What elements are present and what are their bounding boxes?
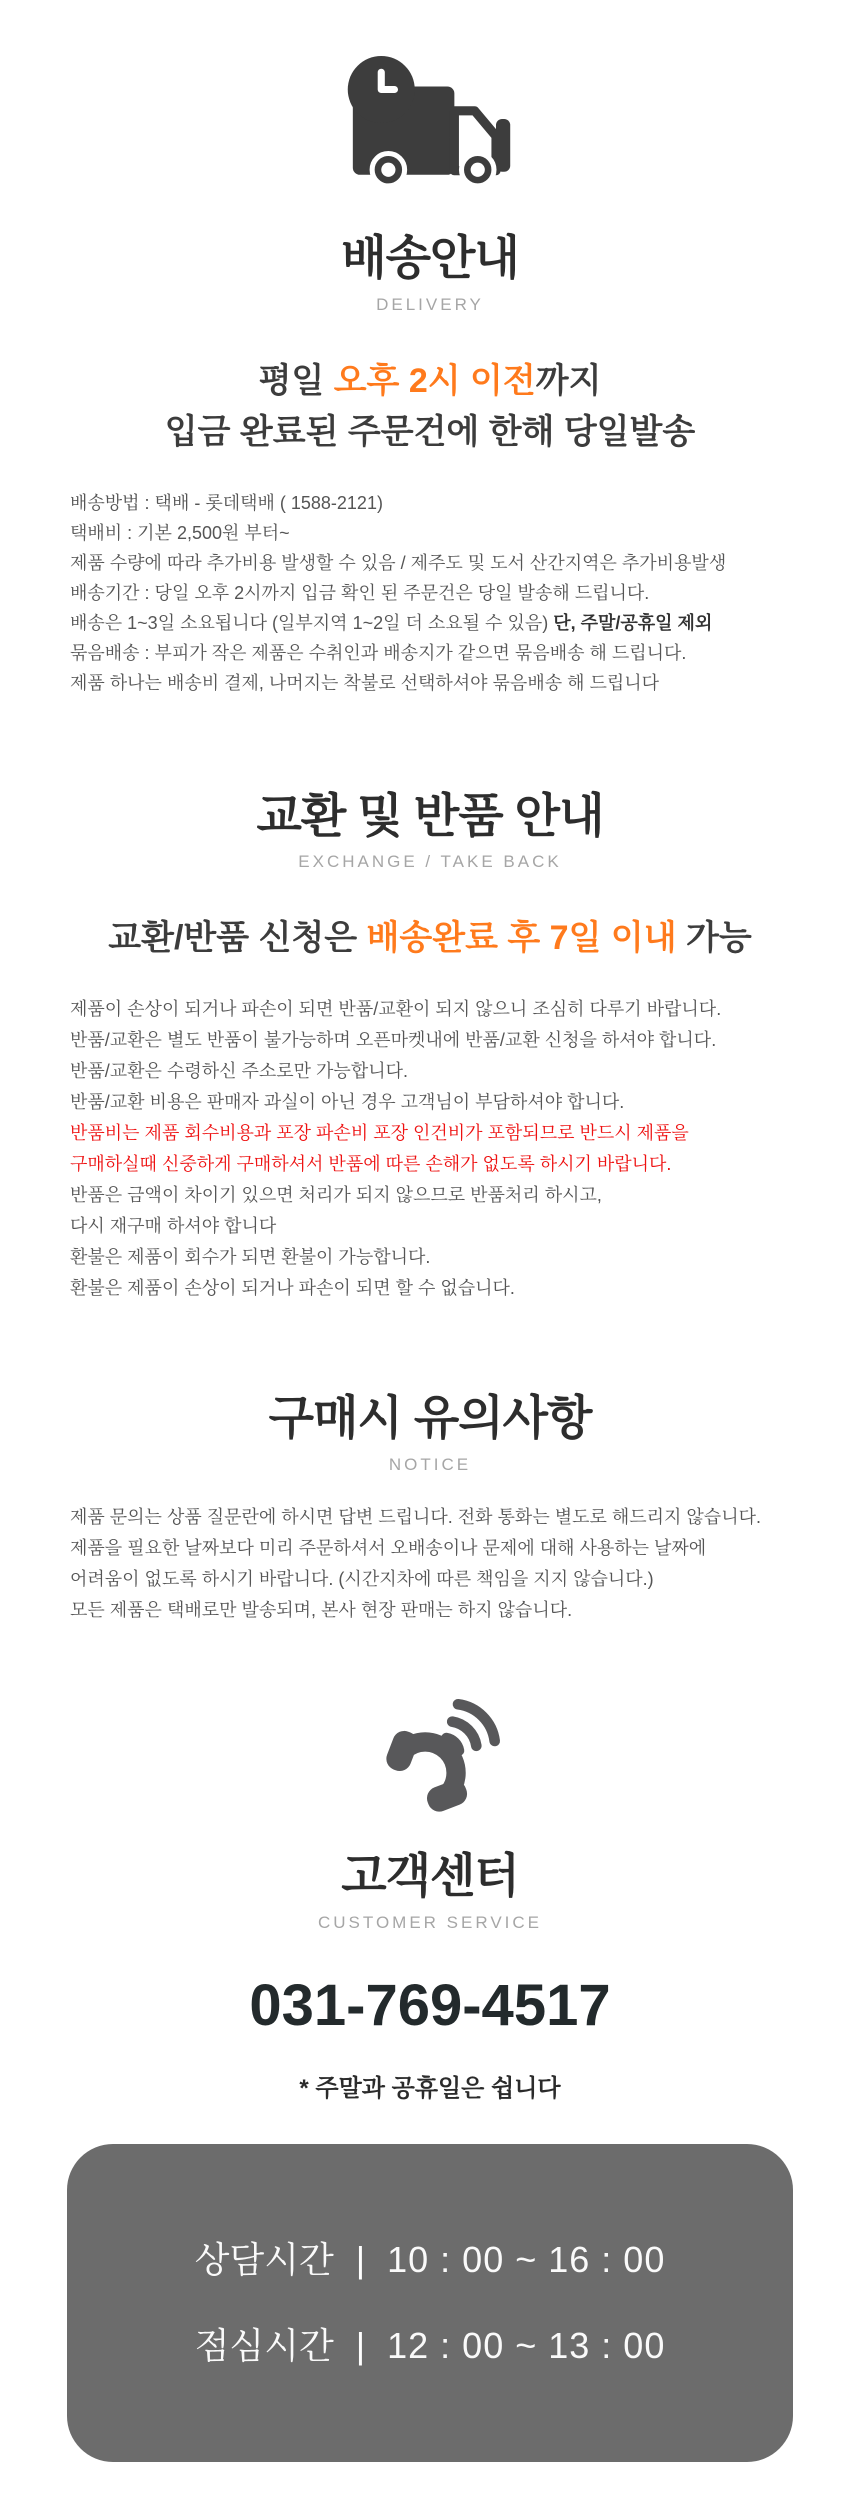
notice-body-line bbox=[70, 1533, 836, 1564]
service-hours-row bbox=[195, 2320, 666, 2372]
delivery-body-line bbox=[70, 518, 836, 548]
line-text: 모든 제품은 택배로만 발송되며, 본사 현장 판매는 하지 않습니다. bbox=[70, 1600, 573, 1621]
exchange-body-line bbox=[70, 1211, 836, 1242]
phone-icon bbox=[355, 1684, 505, 1824]
line-bold-text: 단, 주말/공휴일 제외 bbox=[553, 612, 713, 633]
delivery-title: 배송안내 bbox=[341, 231, 519, 284]
line-text: 환불은 제품이 손상이 되거나 파손이 되면 할 수 없습니다. bbox=[70, 1278, 515, 1299]
exchange-body-line bbox=[70, 994, 836, 1025]
customer-subtitle: CUSTOMER SERVICE bbox=[317, 1912, 543, 1932]
delivery-body-line bbox=[70, 578, 836, 608]
exchange-body-line bbox=[70, 1242, 836, 1273]
headline-post: 까지 bbox=[535, 361, 602, 400]
line-text: 반품은 금액이 차이기 있으면 처리가 되지 않으므로 반품처리 하시고, bbox=[70, 1185, 602, 1206]
headline-post: 가능 bbox=[676, 919, 752, 958]
notice-body-line bbox=[70, 1564, 836, 1595]
line-text: 배송은 1~3일 소요됩니다 (일부지역 1~2일 더 소요될 수 있음) bbox=[70, 612, 554, 633]
line-text: 환불은 제품이 회수가 되면 환불이 가능합니다. bbox=[70, 1247, 431, 1268]
exchange-body-line bbox=[70, 1180, 836, 1211]
headline-highlight: 오후 2시 이전 bbox=[333, 361, 536, 400]
notice-title: 구매시 유의사항 bbox=[268, 1391, 592, 1445]
line-text: 제품이 손상이 되거나 파손이 되면 반품/교환이 되지 않으니 조심히 다루기 바랍니다. bbox=[70, 999, 722, 1020]
exchange-body-line bbox=[70, 1025, 836, 1056]
exchange-headline-line1 bbox=[0, 913, 860, 964]
line-text: 제품 수량에 따라 추가비용 발생할 수 있음 / 제주도 및 도서 산간지역은 추가비용발생 bbox=[70, 552, 727, 573]
headline-pre: 평일 bbox=[258, 361, 334, 400]
hours-label: 점심시간 bbox=[194, 2324, 334, 2366]
notice-body bbox=[0, 1502, 860, 1626]
delivery-section bbox=[0, 0, 860, 698]
line-text: 묶음배송 : 부피가 작은 제품은 수취인과 배송지가 같으면 묶음배송 해 드립니다. bbox=[70, 642, 687, 663]
line-text: 제품 하나는 배송비 결제, 나머지는 착불로 선택하셔야 묶음배송 해 드립니다 bbox=[70, 672, 660, 693]
headline-highlight: 배송완료 후 7일 이내 bbox=[366, 919, 677, 958]
delivery-subtitle: DELIVERY bbox=[376, 294, 484, 314]
exchange-body bbox=[0, 994, 860, 1304]
line-text: 반품/교환 비용은 판매자 과실이 아닌 경우 고객님이 부담하셔야 합니다. bbox=[70, 1092, 625, 1113]
service-hours-box bbox=[67, 2144, 793, 2462]
notice-body-line bbox=[70, 1595, 836, 1626]
closed-note: * 주말과 공휴일은 쉽니다 bbox=[299, 2074, 561, 2102]
hours-separator: | bbox=[355, 2324, 366, 2366]
headline-pre: 교환/반품 신청은 bbox=[108, 919, 367, 958]
customer-title: 고객센터 bbox=[341, 1849, 519, 1903]
exchange-body-line bbox=[70, 1056, 836, 1087]
exchange-body-line bbox=[70, 1149, 836, 1180]
line-text: 배송방법 : 택배 - 롯데택배 ( 1588-2121) bbox=[70, 492, 383, 513]
line-text: 반품비는 제품 회수비용과 포장 파손비 포장 인건비가 포함되므로 반드시 제품을 bbox=[70, 1123, 689, 1144]
exchange-body-line bbox=[70, 1273, 836, 1304]
exchange-body-line bbox=[70, 1087, 836, 1118]
delivery-body-line bbox=[70, 488, 836, 518]
customer-icon-wrap bbox=[0, 1684, 860, 1824]
delivery-headline-line2: 입금 완료된 주문건에 한해 당일발송 bbox=[164, 412, 696, 451]
customer-service-section bbox=[0, 1684, 860, 2462]
line-text: 어려움이 없도록 하시기 바랍니다. (시간지차에 따른 책임을 지지 않습니다.) bbox=[70, 1569, 654, 1590]
line-text: 반품/교환은 별도 반품이 불가능하며 오픈마켓내에 반품/교환 신청을 하셔야 합니다. bbox=[70, 1030, 717, 1051]
exchange-body-line bbox=[70, 1118, 836, 1149]
notice-subtitle: NOTICE bbox=[388, 1455, 472, 1475]
exchange-title: 교환 및 반품 안내 bbox=[256, 788, 604, 842]
line-text: 반품/교환은 수령하신 주소로만 가능합니다. bbox=[70, 1061, 408, 1082]
delivery-body-line bbox=[70, 668, 836, 698]
hours-time: 10 : 00 ~ 16 : 00 bbox=[387, 2238, 666, 2280]
service-hours-row bbox=[195, 2234, 666, 2286]
delivery-body-line bbox=[70, 608, 836, 638]
line-text: 택배비 : 기본 2,500원 부터~ bbox=[70, 522, 290, 543]
hours-separator: | bbox=[355, 2238, 366, 2280]
exchange-headline bbox=[0, 913, 860, 964]
notice-section bbox=[0, 1392, 860, 1626]
delivery-headline-line1 bbox=[0, 356, 860, 407]
hours-time: 12 : 00 ~ 13 : 00 bbox=[387, 2324, 666, 2366]
line-text: 구매하실때 신중하게 구매하셔서 반품에 따른 손해가 없도록 하시기 바랍니다. bbox=[70, 1154, 672, 1175]
delivery-body-line bbox=[70, 638, 836, 668]
hours-label: 상담시간 bbox=[194, 2238, 334, 2280]
line-text: 제품을 필요한 날짜보다 미리 주문하셔서 오배송이나 문제에 대해 사용하는 날짜에 bbox=[70, 1538, 707, 1559]
line-text: 배송기간 : 당일 오후 2시까지 입금 확인 된 주문건은 당일 발송해 드립니다. bbox=[70, 582, 650, 603]
truck-clock-icon bbox=[346, 56, 514, 188]
exchange-subtitle: EXCHANGE / TAKE BACK bbox=[298, 852, 562, 872]
notice-body-line bbox=[70, 1502, 836, 1533]
customer-phone-number: 031-769-4517 bbox=[249, 1972, 611, 2038]
delivery-headline bbox=[0, 356, 860, 458]
exchange-section bbox=[0, 790, 860, 1305]
delivery-icon-wrap bbox=[0, 56, 860, 188]
line-text: 다시 재구매 하셔야 합니다 bbox=[70, 1216, 277, 1237]
line-text: 제품 문의는 상품 질문란에 하시면 답변 드립니다. 전화 통화는 별도로 해드리지 않습니다. bbox=[70, 1507, 761, 1528]
delivery-body-line bbox=[70, 548, 836, 578]
delivery-body bbox=[0, 488, 860, 698]
